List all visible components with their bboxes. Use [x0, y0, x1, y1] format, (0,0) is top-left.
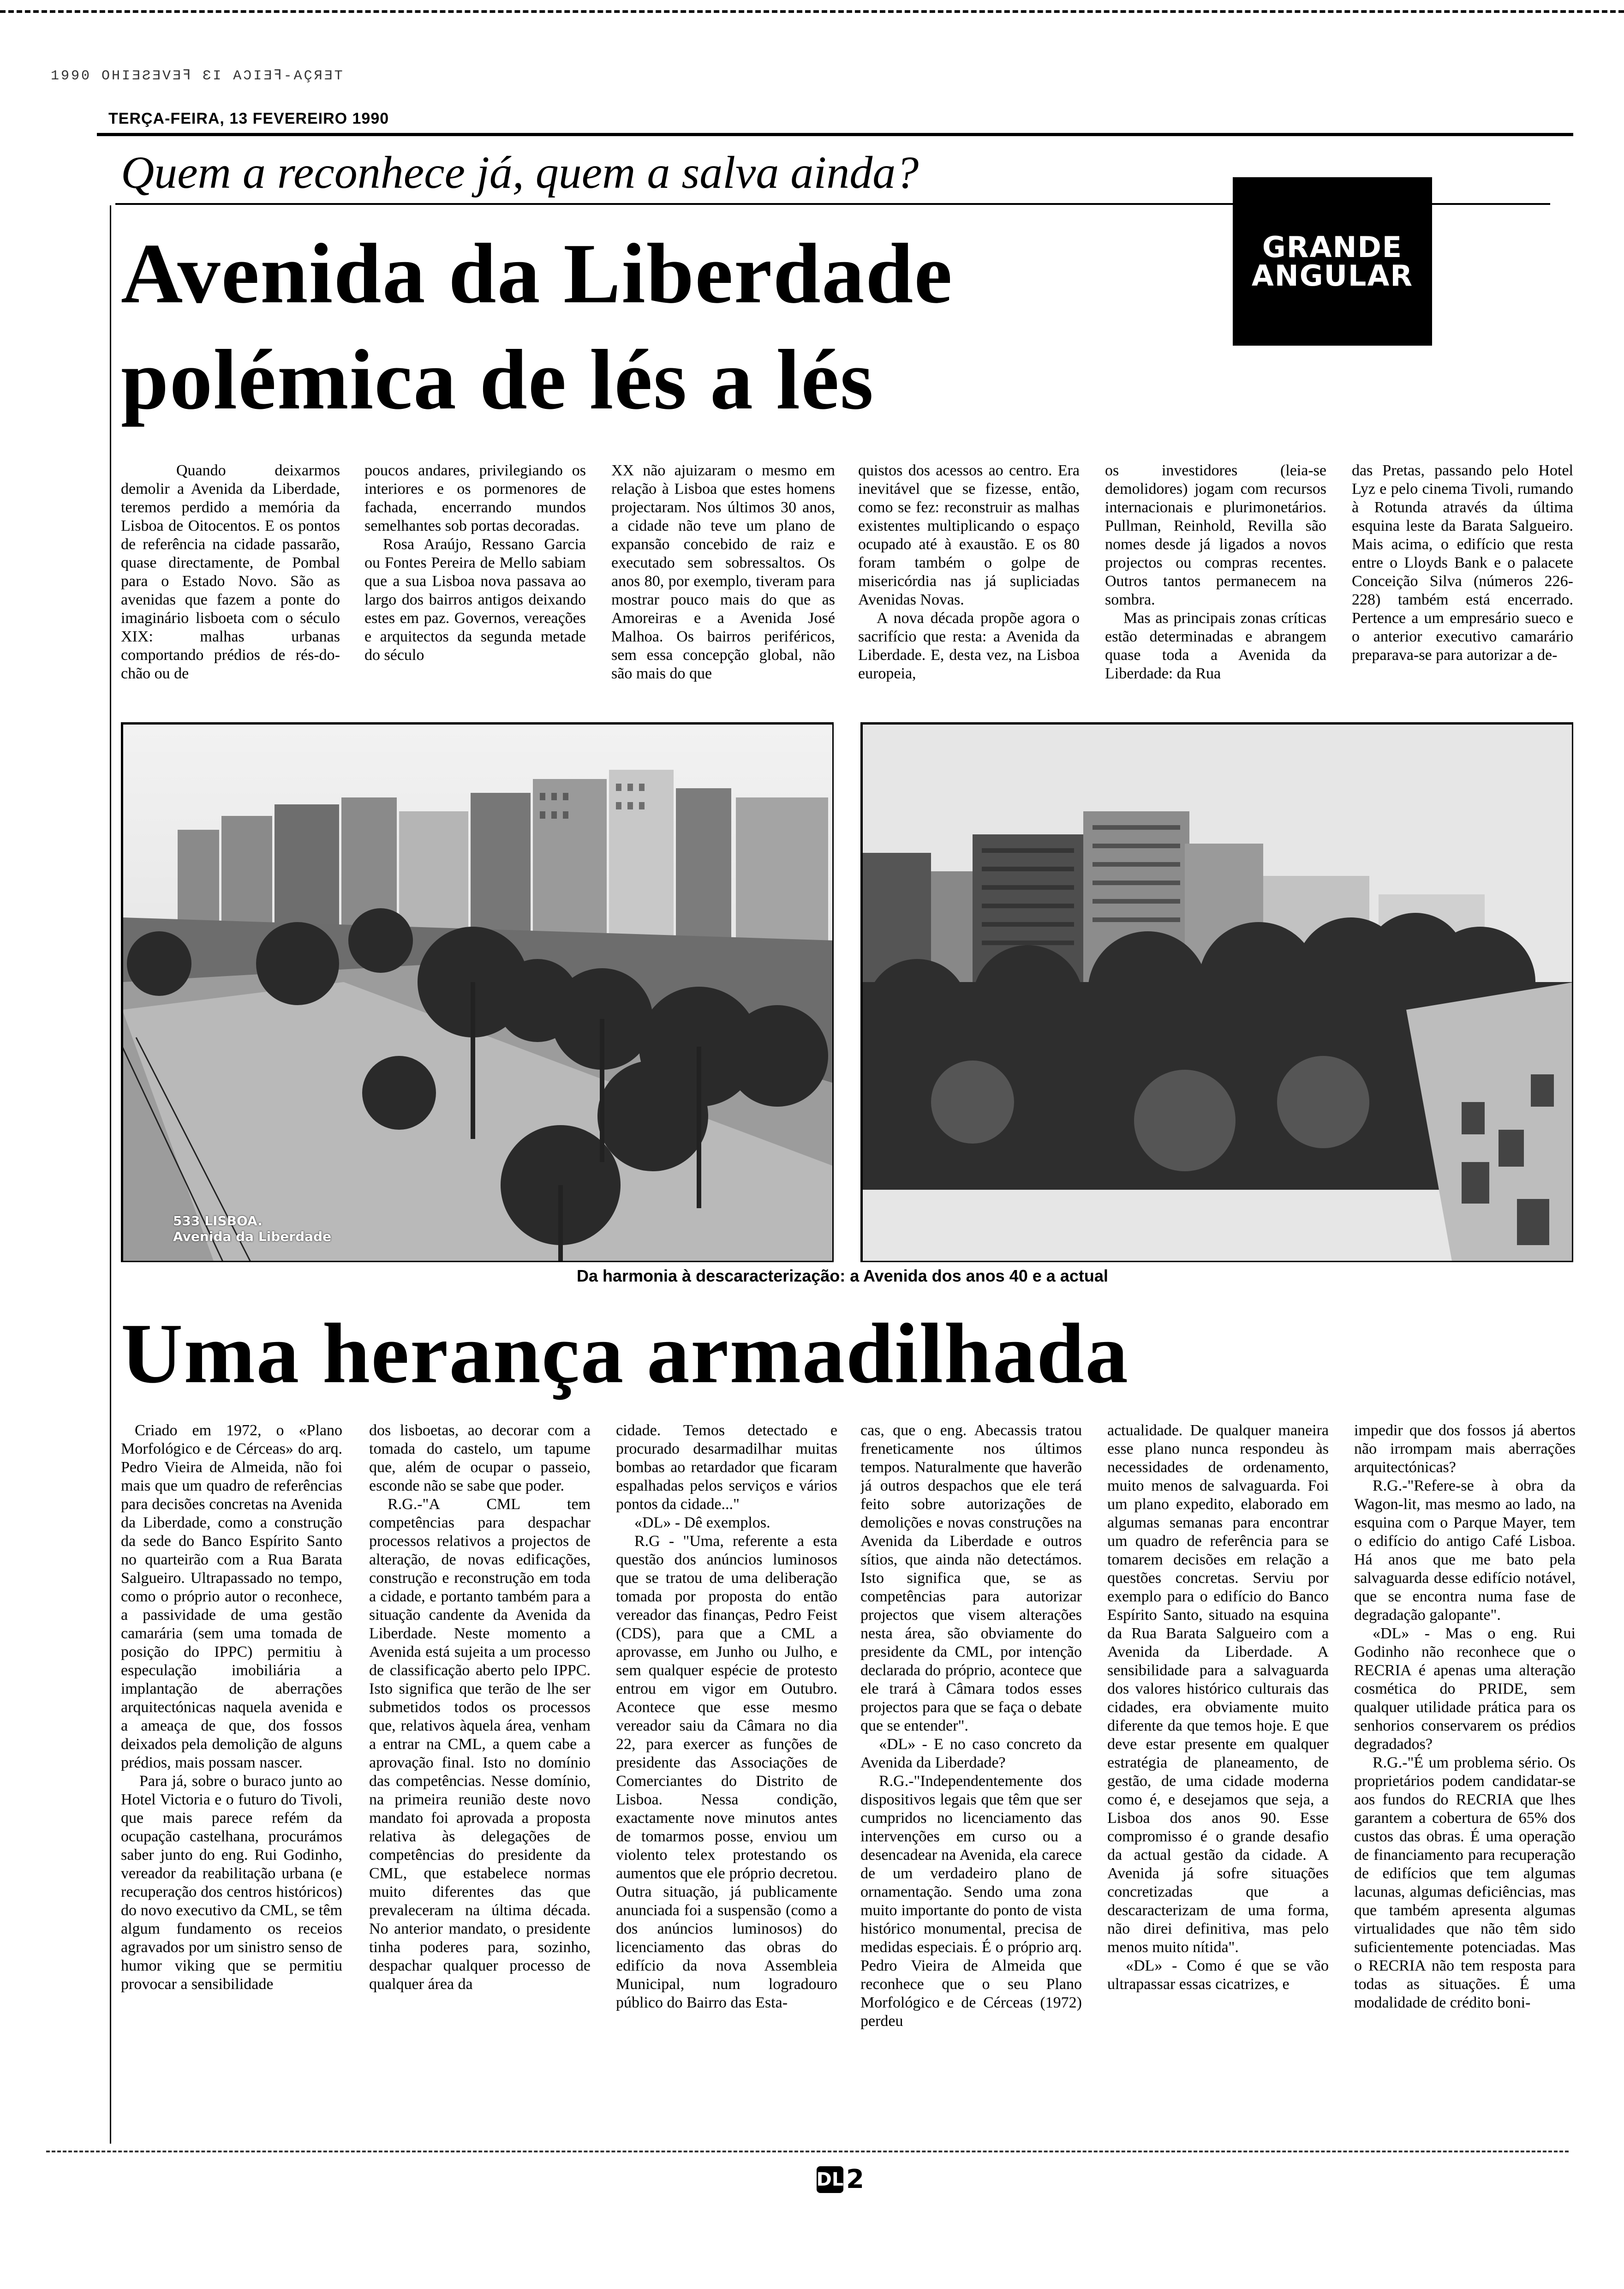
postcard-label: [173, 1213, 331, 1245]
paragraph: «DL» - Como é que se vão ultrapassar essas cicatrizes, e: [1107, 1957, 1329, 1993]
paragraph: «DL» - E no caso concreto da Avenida da Liberdade?: [860, 1736, 1082, 1771]
photo-avenida-current: [860, 722, 1573, 1262]
paragraph: «DL» - Dê exemplos.: [634, 1514, 770, 1531]
paragraph: XX não ajuizaram o mesmo em relação à Lisboa que estes homens projectaram. Nos últimos 30 anos, a cidade não teve um plano de expansão concebido de raiz e executado sem sobressaltos. Os anos 80, por exemplo, tiveram para mostrar pouco mais do que as Amoreiras e a Avenida José Malhoa. Os bairros periféricos, sem essa concepção global, não são mais do que: [611, 462, 835, 682]
photo-caption: Da harmonia à descaracterização: a Avenida dos anos 40 e a actual: [577, 1266, 1108, 1285]
headline-line-1: Avenida da Liberdade: [121, 226, 953, 321]
paragraph: R.G.-"Independentemente dos dispositivos legais que têm que ser cumpridos no licenciamento das intervenções em curso ou a desencadear na Avenida, ela carece de um verdadeiro plano de ornamentação. Sendo uma zona muito importante do ponto de vista histórico monumental, precisa de medidas especiais. É o próprio arq. Pedro Vieira de Almeida que reconhece que o seu Plano Morfológico e de Cérceas (1972) perdeu: [860, 1773, 1082, 2030]
left-rule: [110, 205, 111, 2144]
section-badge: [1233, 177, 1432, 346]
headline-2: Uma herança armadilhada: [121, 1306, 1129, 1401]
headline-line-2: polémica de lés a lés: [121, 332, 875, 427]
top-rule: [97, 133, 1573, 136]
photo-avenida-current-image: [862, 724, 1573, 1262]
paragraph: cas, que o eng. Abecassis tratou freneticamente nos últimos tempos. Naturalmente que haverão já outros despachos que ele terá feito sobre autorizações de demolições e novas construções na Avenida da Liberdade e outros sítios, que ainda não detectámos. Isto significa que, se as competências para autorizar projectos que visem alterações nesta área, são obviamente do presidente da CML, por intenção declarada do próprio, acontece que ele trará à Câmara todos esses projectos para que se faça o debate que se entender".: [860, 1422, 1082, 1734]
scan-edge: [0, 0, 1624, 13]
paragraph: quistos dos acessos ao centro. Era inevitável que se fizesse, então, como se fez: reconstruir as malhas existentes multiplicando o espaço ocupado até à exaustão. E os 80 foram também o golpe de misericórdia nas já supliciadas Avenidas Novas.: [858, 462, 1080, 608]
paragraph: «DL» - Mas o eng. Rui Godinho não reconhece que o RECRIA é apenas uma alteração cosmética do PRIDE, sem qualquer utilidade prática para os senhorios conservarem os prédios degradados?: [1354, 1625, 1576, 1753]
paragraph: os investidores (leia-se demolidores) jogam com recursos internacionais e plurimonetários. Pullman, Reinhold, Revilla são nomes desde já ligados a novos projectos ou compras recentes. Outros tantos permanecem na sombra.: [1105, 462, 1326, 608]
badge-line-2: ANGULAR: [1251, 258, 1414, 293]
article2-column-2: [369, 1421, 591, 2141]
photo-avenida-1940s: [121, 722, 834, 1262]
paragraph: A nova década propõe agora o sacrifício que resta: a Avenida da Liberdade. E, desta vez, na Lisboa europeia,: [858, 610, 1080, 682]
badge-line-1: GRANDE: [1262, 230, 1403, 264]
article2-column-3: [616, 1421, 837, 2141]
article1-column-1: [121, 461, 340, 713]
article1-column-3: [611, 461, 835, 713]
paragraph: Rosa Araújo, Ressano Garcia ou Fontes Pereira de Mello sabiam que a sua Lisboa nova passava ao largo dos bairros antigos deixando estes em paz. Governos, vereações e arquitectos da segunda metade do século: [364, 536, 586, 664]
postcard-label-line-2: Avenida da Liberdade: [173, 1229, 332, 1244]
kicker: Quem a reconhece já, quem a salva ainda?: [121, 147, 919, 198]
postcard-label-line-1: 533 LISBOA.: [173, 1213, 263, 1228]
article1-column-2: [364, 461, 586, 713]
paragraph: dos lisboetas, ao decorar com a tomada do castelo, um tapume que, além de ocupar o passeio, esconde não se sabe que poder.: [369, 1422, 591, 1494]
paragraph: Mas as principais zonas críticas estão determinadas e abrangem quase toda a Avenida da Liberdade: da Rua: [1105, 610, 1326, 682]
paragraph: R.G.-"Refere-se à obra da Wagon-lit, mas mesmo ao lado, na esquina com o Parque Mayer, tem o edifício do antigo Café Lisboa. Há anos que me bato pela salvaguarda desse edifício notável, que se encontra numa fase de degradação galopante".: [1354, 1477, 1576, 1624]
paragraph: actualidade. De qualquer maneira esse plano nunca respondeu às necessidades de ordenamento, muito menos de salvaguarda. Foi um plano expedito, elaborado em algumas semanas para encontrar um quadro de referência para se tomarem decisões em relação a questões concretas. Serviu por exemplo para o edifício do Banco Espírito Santo, situado na esquina da Rua Barata Salgueiro com a Avenida da Liberdade. A sensibilidade para a salvaguarda dos valores histórico culturais das cidades, era obviamente muito diferente da que temos hoje. E que deve estar presente em qualquer estratégia de planeamento, de gestão, de uma cidade moderna como é, e desejamos que seja, a Lisboa dos anos 90. Esse compromisso é o grande desafio da actual gestão da cidade. A Avenida já sofre situações concretizadas que a descaracterizam de uma forma, não direi definitiva, mas pelo menos muito nítida".: [1107, 1422, 1329, 1956]
paragraph: impedir que dos fossos já abertos não irrompam mais aberrações arquitectónicas?: [1354, 1422, 1576, 1476]
article2-column-6: [1354, 1421, 1576, 2141]
article2-column-5: [1107, 1421, 1329, 2141]
paragraph: Quando deixarmos demolir a Avenida da Liberdade, teremos perdido a memória da Lisboa de Oitocentos. E os pontos de referência na cidade passarão, quase directamente, de Pombal para o Estado Novo. São as avenidas que fazem a ponte do imaginário lisboeta com o século XIX: malhas urbanas comportando prédios de rés-do-chão ou de: [121, 462, 340, 682]
article1-column-4: [858, 461, 1080, 713]
date-line: TERÇA-FEIRA, 13 FEVEREIRO 1990: [108, 110, 389, 127]
paragraph: R.G - "Uma, referente a esta questão dos anúncios luminosos que se tratou de uma deliberação tomada por proposta do então vereador das finanças, Pedro Feist (CDS), para que a CML a aprovasse, em Junho ou Julho, e sem qualquer espécie de protesto entrou em vigor em Outubro. Acontece que esse mesmo vereador saiu da Câmara no dia 22, para exercer as funções de presidente das Associações de Comerciantes do Distrito de Lisboa. Nessa condição, exactamente nove minutos antes de tomarmos posse, enviou um violento telex protestando os aumentos que ele próprio decretou. Outra situação, já publicamente anunciada foi a suspensão (como a dos anúncios luminosos) do licenciamento das obras do edifício da nova Assembleia Municipal, num logradouro público do Bairro das Esta-: [616, 1533, 837, 2011]
article2-column-1: [121, 1421, 342, 2141]
mirrored-header-bleed: 1990 OHIƎƧƎVƎꟻ ƐI AƆIƎꟻ-AÇЯƎT: [51, 68, 345, 84]
paragraph: poucos andares, privilegiando os interiores e os pormenores de fachada, encerrando mundos semelhantes sob portas decoradas.: [364, 462, 586, 534]
newspaper-logo: DL: [817, 2166, 843, 2193]
paragraph: R.G.-"É um problema sério. Os proprietários podem candidatar-se aos fundos do RECRIA que lhes garantem a cobertura de 65% dos custos das obras. É uma operação de financiamento para recuperação de edifícios que tem algumas lacunas, algumas deficiências, mas que também apresenta algumas virtualidades que não têm sido suficientemente potenciadas. Mas o RECRIA não tem resposta para todas as situações. É uma modalidade de crédito boni-: [1354, 1754, 1576, 2011]
paragraph: Para já, sobre o buraco junto ao Hotel Victoria e o futuro do Tivoli, que mais parece refém da ocupação castelhana, procurámos saber junto do eng. Rui Godinho, vereador da reabilitação urbana (e recuperação dos centros históricos) do novo executivo da CML, se têm algum fundamento os receios agravados por um sinistro senso de humor viking que se permitiu provocar a sensibilidade: [121, 1773, 342, 1993]
article1-column-5: [1105, 461, 1326, 713]
page-footer: [817, 2164, 864, 2194]
photo-avenida-1940s-image: [122, 724, 834, 1262]
paragraph: das Pretas, passando pelo Hotel Lyz e pelo cinema Tivoli, rumando à Rotunda através da última esquina leste da Barata Salgueiro. Mais acima, o edifício que resta entre o Lloyds Bank e o palacete Conceição Silva (números 226-228) também está encerrado. Pertence a um empresário sueco e o anterior executivo camarário preparava-se para autorizar a de-: [1352, 462, 1573, 664]
article2-column-4: [860, 1421, 1082, 2141]
paragraph: Criado em 1972, o «Plano Morfológico e de Cérceas» do arq. Pedro Vieira de Almeida, não foi mais que um quadro de referências para decisões concretas na Avenida da Liberdade, como a construção da sede do Banco Espírito Santo no quarteirão com a Rua Barata Salgueiro. Ultrapassado no tempo, como o próprio autor o reconhece, a passividade de uma gestão camarária (sem uma tomada de posição do IPPC) permitiu à especulação imobiliária a implantação de aberrações arquitectónicas naquela avenida e a ameaça de que, dos fossos deixados pela demolição de alguns prédios, mais possam nascer.: [121, 1422, 342, 1771]
paragraph: R.G.-"A CML tem competências para despachar processos relativos a projectos de alteração, de novas edificações, construção e reconstrução em toda a cidade, e portanto também para a situação candente da Avenida da Liberdade. Neste momento a Avenida está sujeita a um processo de classificação aberto pelo IPPC. Isto significa que terão de lhe ser submetidos todos os processos que, relativos àquela área, venham a entrar na CML, a quem cabe a aprovação final. Isto no domínio das competências. Nesse domínio, na primeira reunião deste novo mandato foi aprovada a proposta relativa às delegações de competências do presidente da CML, que estabelece normas muito diferentes das que prevaleceram na última década. No anterior mandato, o presidente tinha poderes para, sozinho, despachar qualquer processo de qualquer área da: [369, 1496, 591, 1993]
article1-column-6: [1352, 461, 1573, 713]
paragraph: cidade. Temos detectado e procurado desarmadilhar muitas bombas ao retardador que ficaram espalhadas pelos serviços e vários pontos da cidade...": [616, 1422, 837, 1513]
footer-rule: [46, 2151, 1569, 2152]
page-number: 2: [846, 2164, 864, 2194]
